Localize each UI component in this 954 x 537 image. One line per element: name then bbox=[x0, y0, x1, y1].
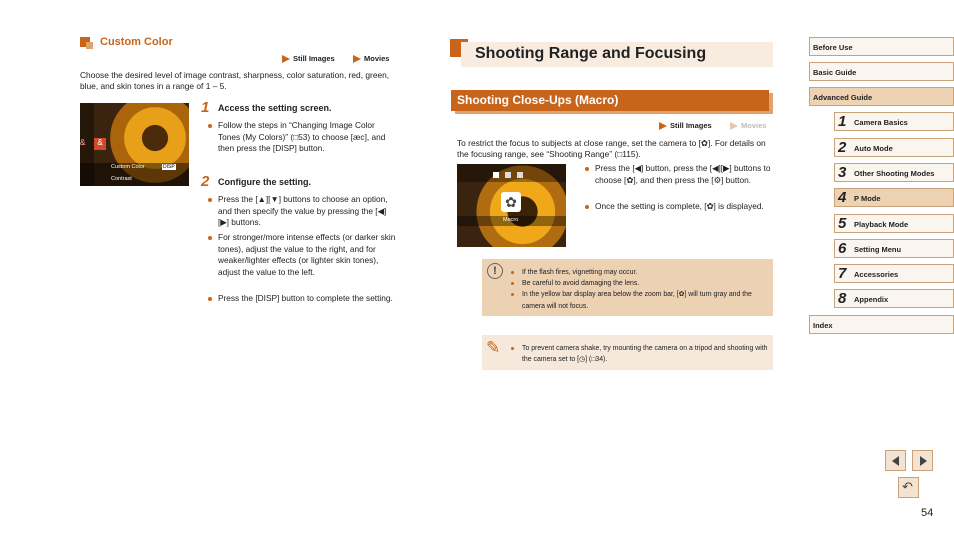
arrow-left-icon bbox=[892, 456, 899, 466]
step-number-1: 1 bbox=[201, 99, 210, 116]
section-title-macro: Shooting Close-Ups (Macro) bbox=[457, 93, 619, 107]
triangle-icon bbox=[353, 55, 361, 63]
next-page-button[interactable] bbox=[912, 450, 933, 471]
step-title-1: Access the setting screen. bbox=[218, 103, 332, 113]
mode-icon bbox=[517, 172, 523, 178]
macro-label: Macro bbox=[503, 217, 519, 223]
nav-chapter-camera-basics[interactable]: 1 Camera Basics bbox=[834, 112, 954, 131]
caution-box bbox=[482, 259, 773, 316]
section-title: Custom Color bbox=[100, 36, 173, 48]
movies-tag: Movies bbox=[353, 54, 389, 63]
camera-screen-custom-color bbox=[80, 103, 189, 186]
caution-icon: ! bbox=[487, 263, 503, 279]
nav-chapter-p-mode[interactable]: 4 P Mode bbox=[834, 188, 954, 207]
back-button[interactable] bbox=[898, 477, 919, 498]
page-number: 54 bbox=[921, 507, 934, 519]
macro-bullet-2: Once the setting is complete, [✿] is displayed. bbox=[585, 201, 765, 213]
pencil-icon: ✎ bbox=[486, 338, 501, 357]
nav-before-use[interactable]: Before Use bbox=[809, 37, 954, 56]
step2-bullet-1: Press the [▲][▼] buttons to choose an option, and then specify the value by pressing the [◀][▶] buttons. bbox=[208, 194, 396, 229]
triangle-icon bbox=[730, 122, 738, 130]
intro-text: Choose the desired level of image contrast, sharpness, color saturation, red, green, blue, and skin tones in a range of 1 – 5. bbox=[80, 70, 390, 92]
contrast-label: Contrast bbox=[111, 176, 132, 182]
movies-tag-disabled: Movies bbox=[730, 121, 766, 130]
step2-bullet-3: Press the [DISP] button to complete the setting. bbox=[208, 293, 404, 305]
caution-item: Be careful to avoid damaging the lens. bbox=[511, 278, 761, 289]
mode-icon bbox=[493, 172, 499, 178]
nav-chapter-setting-menu[interactable]: 6 Setting Menu bbox=[834, 239, 954, 258]
page-title: Shooting Range and Focusing bbox=[475, 45, 707, 62]
caution-item: In the yellow bar display area below the zoom bar, [✿] will turn gray and the camera will not focus. bbox=[511, 289, 761, 311]
previous-page-button[interactable] bbox=[885, 450, 906, 471]
camera-screen-macro bbox=[457, 164, 566, 247]
still-images-tag: Still Images bbox=[282, 54, 335, 63]
menu-label: Custom Color bbox=[111, 164, 145, 170]
note-item: To prevent camera shake, try mounting the camera on a tripod and shooting with the camera set to [◷] (□34). bbox=[511, 343, 772, 365]
nav-advanced-guide[interactable]: Advanced Guide bbox=[809, 87, 954, 106]
nav-chapter-appendix[interactable]: 8 Appendix bbox=[834, 289, 954, 308]
nav-index[interactable]: Index bbox=[809, 315, 954, 334]
macro-icon: ✿ bbox=[501, 192, 521, 212]
note-box bbox=[482, 335, 773, 370]
triangle-icon bbox=[282, 55, 290, 63]
return-icon: ↶ bbox=[902, 479, 913, 494]
step-title-2: Configure the setting. bbox=[218, 177, 311, 187]
nav-chapter-auto-mode[interactable]: 2 Auto Mode bbox=[834, 138, 954, 157]
color-icon: & bbox=[80, 138, 86, 147]
step1-bullet: Follow the steps in “Changing Image Color Tones (My Colors)” (□53) to choose [æc], and then press the [DISP] button. bbox=[208, 120, 388, 155]
nav-chapter-playback-mode[interactable]: 5 Playback Mode bbox=[834, 214, 954, 233]
macro-intro: To restrict the focus to subjects at close range, set the camera to [✿]. For details on the focusing range, see “Shooting Range” (□115). bbox=[457, 138, 766, 160]
nav-chapter-accessories[interactable]: 7 Accessories bbox=[834, 264, 954, 283]
triangle-icon bbox=[659, 122, 667, 130]
step2-bullet-2: For stronger/more intense effects (or darker skin tones), adjust the value to the right, and for weaker/lighter effects (or lighter skin tones), adjust the value to the left. bbox=[208, 232, 400, 278]
nav-chapter-other-shooting-modes[interactable]: 3 Other Shooting Modes bbox=[834, 163, 954, 182]
caution-item: If the flash fires, vignetting may occur. bbox=[511, 267, 761, 278]
custom-color-icon: & bbox=[94, 138, 106, 150]
still-images-tag: Still Images bbox=[659, 121, 712, 130]
disp-label: DISP bbox=[163, 164, 175, 170]
step-number-2: 2 bbox=[201, 173, 210, 190]
mode-icon bbox=[505, 172, 511, 178]
arrow-right-icon bbox=[920, 456, 927, 466]
section-marker-shadow bbox=[86, 42, 93, 49]
macro-bullet-1: Press the [◀] button, press the [◀][▶] buttons to choose [✿], and then press the [⚙] button. bbox=[585, 163, 783, 186]
nav-basic-guide[interactable]: Basic Guide bbox=[809, 62, 954, 81]
